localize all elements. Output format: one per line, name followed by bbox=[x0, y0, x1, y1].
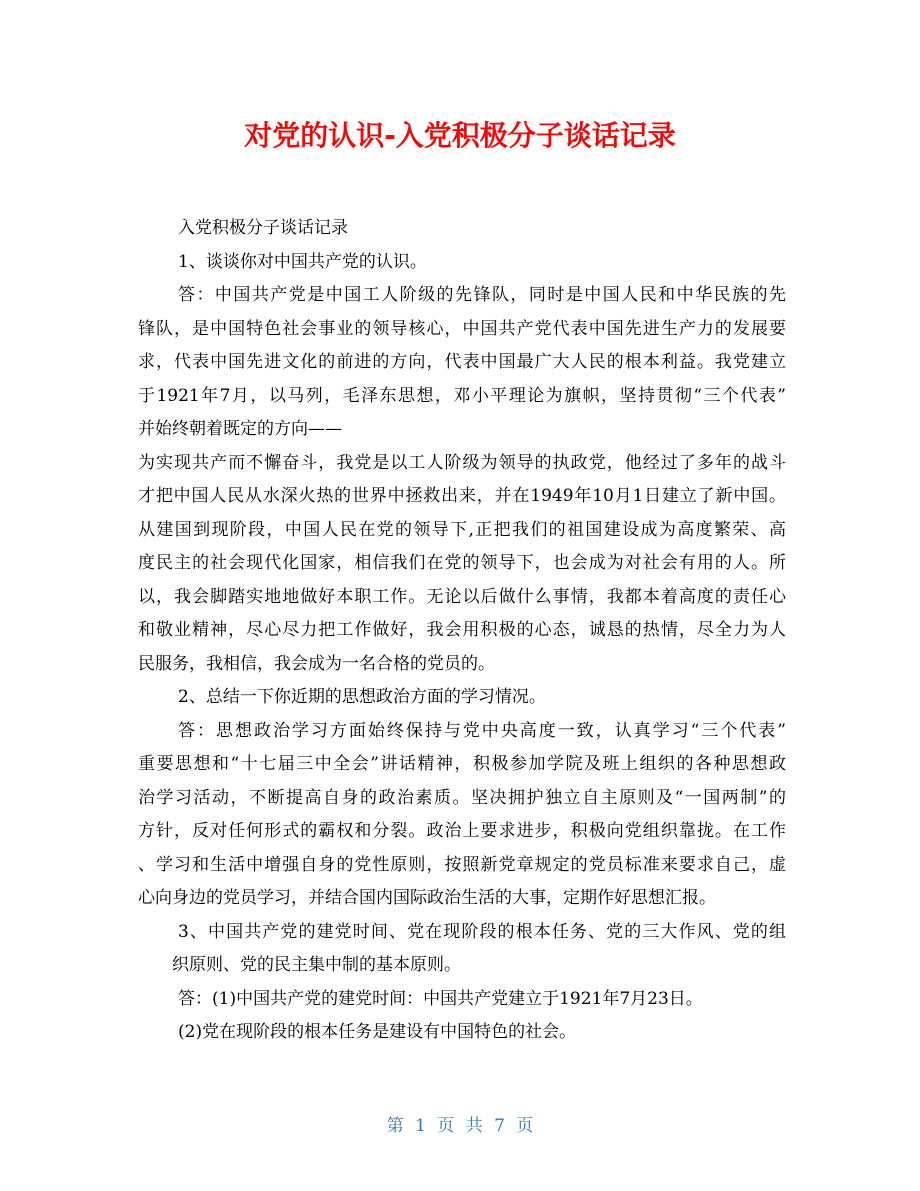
footer-total-pages: 7 bbox=[494, 1116, 505, 1136]
text-line: 心向身边的党员学习，并结合国内国际政治生活的大事，定期作好思想汇报。 bbox=[138, 888, 716, 908]
footer-middle: 页 共 bbox=[437, 1116, 483, 1136]
text-line: 、学习和生活中增强自身的党性原则，按照新党章规定的党员标准来要求自己，虚 bbox=[138, 854, 786, 875]
footer-suffix: 页 bbox=[516, 1116, 534, 1136]
text-line: (2)党在现阶段的根本任务是建设有中国特色的社会。 bbox=[178, 1022, 577, 1042]
page-footer bbox=[0, 1112, 920, 1140]
text-line: 2、总结一下你近期的思想政治方面的学习情况。 bbox=[178, 687, 546, 707]
text-line: 和敬业精神，尽心尽力把工作做好，我会用积极的心态，诚恳的热情，尽全力为人 bbox=[138, 620, 786, 640]
text-line: 以，我会脚踏实地地做好本职工作。无论以后做什么事情，我都本着高度的责任心 bbox=[138, 586, 786, 607]
text-line: 从建国到现阶段，中国人民在党的领导下,正把我们的祖国建设成为高度繁荣、高 bbox=[138, 519, 786, 540]
document-title: 对党的认识-入党积极分子谈话记录 bbox=[244, 119, 676, 152]
text-line: 答：中国共产党是中国工人阶级的先锋队，同时是中国人民和中华民族的先 bbox=[178, 285, 786, 305]
text-line: 3、中国共产党的建党时间、党在现阶段的根本任务、党的三大作风、党的组 bbox=[178, 921, 786, 942]
text-line: 于1921年7月，以马列，毛泽东思想，邓小平理论为旗帜，坚持贯彻“三个代表” bbox=[138, 385, 786, 406]
text-line: 为实现共产而不懈奋斗，我党是以工人阶级为领导的执政党，他经过了多年的战斗 bbox=[138, 452, 786, 473]
text-line: 织原则、党的民主集中制的基本原则。 bbox=[172, 955, 461, 975]
document-body bbox=[138, 212, 786, 1050]
text-line: 答：(1)中国共产党的建党时间：中国共产党建立于1921年7月23日。 bbox=[178, 988, 703, 1009]
text-line: 治学习活动，不断提高自身的政治素质。坚决拥护独立自主原则及“一国两制”的 bbox=[138, 787, 786, 808]
text-line: 锋队，是中国特色社会事业的领导核心，中国共产党代表中国先进生产力的发展要 bbox=[138, 318, 786, 339]
footer-prefix: 第 bbox=[386, 1116, 404, 1136]
text-line: 重要思想和“十七届三中全会”讲话精神，积极参加学院及班上组织的各种思想政 bbox=[138, 754, 786, 774]
text-line: 并始终朝着既定的方向—— bbox=[138, 419, 342, 439]
text-line: 方针，反对任何形式的霸权和分裂。政治上要求进步，积极向党组织靠拢。在工作 bbox=[138, 821, 786, 841]
text-line: 民服务，我相信，我会成为一名合格的党员的。 bbox=[138, 653, 495, 674]
text-line: 答：思想政治学习方面始终保持与党中央高度一致，认真学习“三个代表” bbox=[178, 720, 786, 741]
text-line: 入党积极分子谈话记录 bbox=[178, 218, 348, 238]
text-line: 1、谈谈你对中国共产党的认识。 bbox=[178, 251, 427, 272]
footer-page-number: 1 bbox=[415, 1116, 426, 1136]
text-line: 度民主的社会现代化国家，相信我们在党的领导下，也会成为对社会有用的人。所 bbox=[138, 553, 786, 573]
text-line: 才把中国人民从水深火热的世界中拯救出来，并在1949年10月1日建立了新中国。 bbox=[138, 486, 786, 506]
text-line: 求，代表中国先进文化的前进的方向，代表中国最广大人民的根本利益。我党建立 bbox=[138, 352, 786, 372]
